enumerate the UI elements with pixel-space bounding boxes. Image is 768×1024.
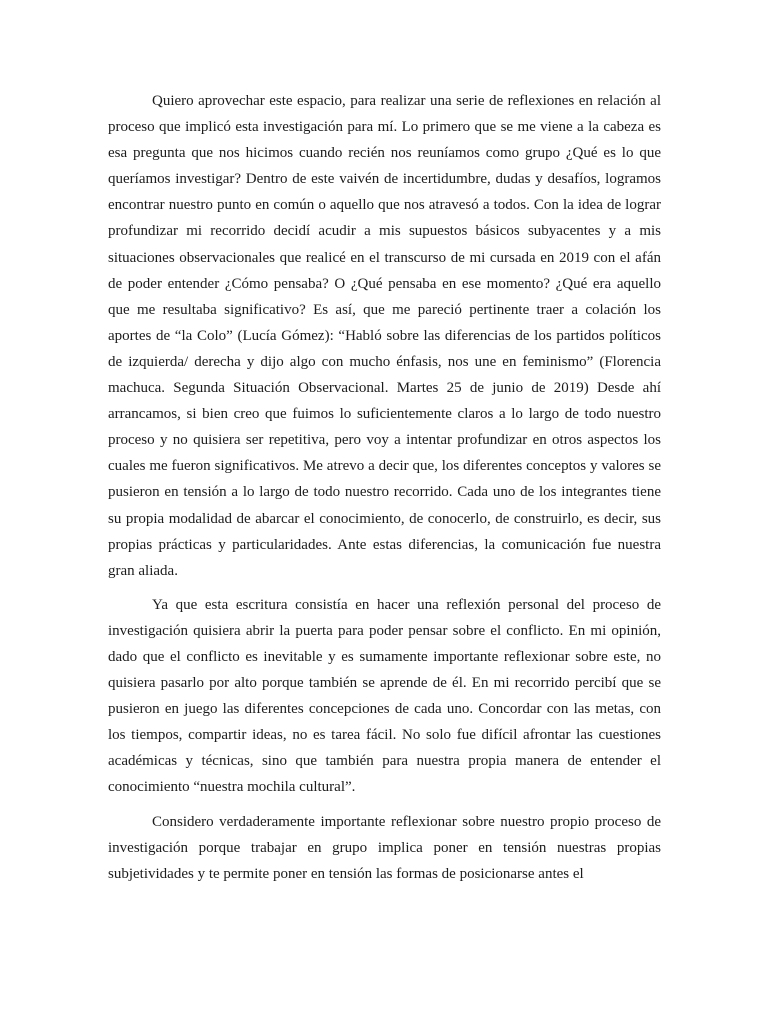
paragraph-1: Quiero aprovechar este espacio, para realizar una serie de reflexiones en relación al proceso que implicó esta investigación para mí. Lo primero que se me viene a la cabeza es esa pregunta que nos hicimos cuando recién nos reuníamos como grupo ¿Qué es lo que queríamos investigar? Dentro de este vaivén de incertidumbre, dudas y desafíos, logramos encontrar nuestro punto en común o aquello que nos atravesó a todos. Con la idea de lograr profundizar mi recorrido decidí acudir a mis supuestos básicos subyacentes y a mis situaciones observacionales que realicé en el transcurso de mi cursada en 2019 con el afán de poder entender ¿Cómo pensaba? O ¿Qué pensaba en ese momento? ¿Qué era aquello que me resultaba significativo? Es así, que me pareció pertinente traer a colación los aportes de “la Colo” (Lucía Gómez): “Habló sobre las diferencias de los partidos políticos de izquierda/ derecha y dijo algo con mucho énfasis, nos une en feminismo” (Florencia machuca. Segunda Situación Observacional. Martes 25 de junio de 2019) Desde ahí arrancamos, si bien creo que fuimos lo suficientemente claros a lo largo de todo nuestro proceso y no quisiera ser repetitiva, pero voy a intentar profundizar en otros aspectos los cuales me fueron significativos. Me atrevo a decir que, los diferentes conceptos y valores se pusieron en tensión a lo largo de todo nuestro recorrido. Cada uno de los integrantes tiene su propia modalidad de abarcar el conocimiento, de conocerlo, de construirlo, es decir, sus propias prácticas y particularidades. Ante estas diferencias, la comunicación fue nuestra gran aliada.	[108, 93, 661, 579]
paragraph-2: Ya que esta escritura consistía en hacer una reflexión personal del proceso de investigación quisiera abrir la puerta para poder pensar sobre el conflicto. En mi opinión, dado que el conflicto es inevitable y es sumamente importante reflexionar sobre este, no quisiera pasarlo por alto porque también se aprende de él. En mi recorrido percibí que se pusieron en juego las diferentes concepciones de cada uno. Concordar con las metas, con los tiempos, compartir ideas, no es tarea fácil. No solo fue difícil afrontar las cuestiones académicas y técnicas, sino que también para nuestra propia manera de entender el conocimiento “nuestra mochila cultural”.	[108, 596, 661, 796]
paragraph-3: Considero verdaderamente importante reflexionar sobre nuestro propio proceso de investigación porque trabajar en grupo implica poner en tensión nuestras propias subjetividades y te permite poner en tensión las formas de posicionarse antes el	[108, 813, 661, 882]
document-body	[108, 88, 661, 895]
